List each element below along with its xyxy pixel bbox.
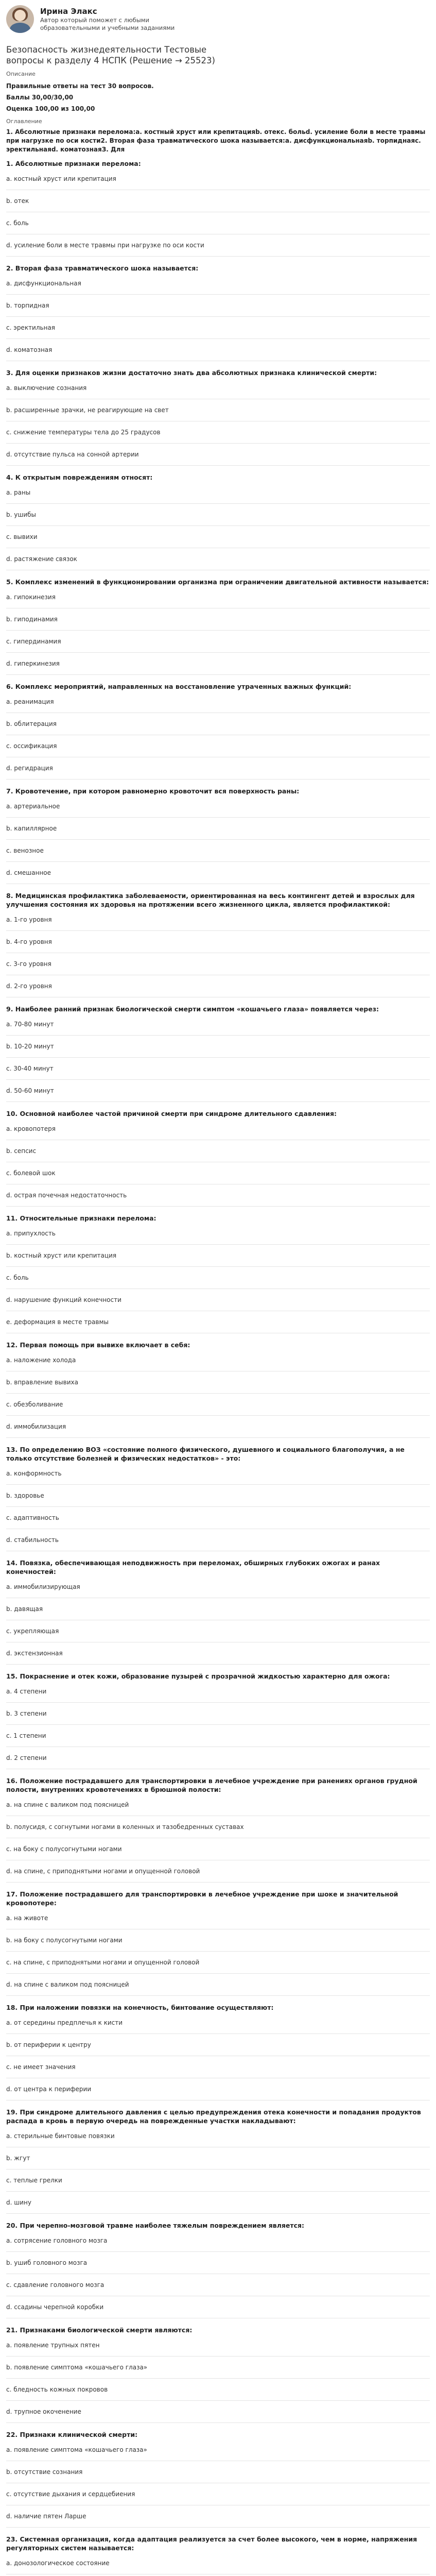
question-item xyxy=(6,787,430,884)
answer-option: b. ушиб головного мозга xyxy=(6,2252,430,2274)
answer-option: c. боль xyxy=(6,212,430,234)
question-item xyxy=(6,1672,430,1769)
answer-option: c. 1 степени xyxy=(6,1725,430,1747)
question-title: 8. Медицинская профилактика заболеваемости, ориентированная на весь контингент детей и взрослых для улучшения состояния их здоровья на протяжении всего жизненного цикла, является профилактикой: xyxy=(6,892,415,908)
answer-option: b. торпидная xyxy=(6,295,430,317)
question-title: 1. Абсолютные признаки перелома: xyxy=(6,160,141,167)
answer-option: c. обезболивание xyxy=(6,1394,430,1416)
answer-option: b. появление симптома «кошачьего глаза» xyxy=(6,2357,430,2379)
answer-option: d. гиперкинезия xyxy=(6,653,430,675)
answer-option: c. адаптивность xyxy=(6,1507,430,1529)
author-header xyxy=(6,0,430,42)
result-summary xyxy=(6,80,430,114)
question-title: 19. При синдроме длительного давления с целью предупреждения отека конечности и попадания продуктов распада в кровь в первую очередь на поврежденные участки накладывают: xyxy=(6,2108,421,2125)
answer-option: a. конформность xyxy=(6,1463,430,1485)
answer-option: a. от середины предплечья к кисти xyxy=(6,2012,430,2034)
answer-option: a. припухлость xyxy=(6,1223,430,1245)
answer-option: c. гипердинамия xyxy=(6,631,430,653)
answer-option: d. 2 степени xyxy=(6,1747,430,1769)
answer-option: c. 3-го уровня xyxy=(6,953,430,975)
answer-option: b. 3 степени xyxy=(6,1703,430,1725)
answer-option: c. эректильная xyxy=(6,317,430,339)
question-title: 16. Положение пострадавшего для транспортировки в лечебное учреждение при ранениях органов грудной полости, внутренних кровотечениях в брюшной полости: xyxy=(6,1777,417,1793)
question-item xyxy=(6,1109,430,1207)
question-item xyxy=(6,682,430,779)
answer-option: c. венозное xyxy=(6,840,430,862)
question-title: 9. Наиболее ранний признак биологической смерти симптом «кошачьего глаза» появляется через: xyxy=(6,1005,379,1013)
answer-option: a. появление симптома «кошачьего глаза» xyxy=(6,2439,430,2461)
answer-option: c. отсутствие дыхания и сердцебиения xyxy=(6,2483,430,2505)
question-item xyxy=(6,891,430,997)
answer-option: b. сепсис xyxy=(6,1140,430,1162)
answer-option: d. экстензионная xyxy=(6,1642,430,1665)
answer-option: a. дисфункциональная xyxy=(6,273,430,295)
question-item xyxy=(6,578,430,675)
answer-option: a. 4 степени xyxy=(6,1681,430,1703)
answer-option: b. капиллярное xyxy=(6,818,430,840)
question-item xyxy=(6,368,430,466)
answer-option: c. вывихи xyxy=(6,526,430,548)
question-item xyxy=(6,473,430,570)
answer-option: d. 50-60 минут xyxy=(6,1080,430,1102)
answer-option: b. 10-20 минут xyxy=(6,1036,430,1058)
toc-text: 1. Абсолютные признаки перелома:a. костный хруст или крепитацияb. отекc. больd. усиление боли в месте травмы при нагрузке по оси кости2. Вторая фаза травматического шока называется:a. дисфункциональнаяb. торпиднаяc. эректильнаяd. коматознаяЗ. Для xyxy=(6,128,426,153)
answer-option: b. давящая xyxy=(6,1598,430,1620)
answer-option: b. вправление вывиха xyxy=(6,1371,430,1394)
question-title: 5. Комплекс изменений в функционировании организма при ограничении двигательной активности называется: xyxy=(6,578,429,586)
answer-option: b. жгут xyxy=(6,2147,430,2170)
answer-option: a. выключение сознания xyxy=(6,377,430,399)
answer-option: d. ссадины черепной коробки xyxy=(6,2296,430,2318)
answer-option: b. от периферии к центру xyxy=(6,2034,430,2056)
author-subtitle: Автор который поможет с любыми образовательными и учебными заданиями xyxy=(40,16,175,31)
answer-option: d. на спине с валиком под поясницей xyxy=(6,1974,430,1996)
answer-option: a. кровопотеря xyxy=(6,1118,430,1140)
answer-option: a. 1-го уровня xyxy=(6,909,430,931)
author-avatar[interactable] xyxy=(6,5,34,33)
answer-option: d. регидрация xyxy=(6,757,430,779)
answer-option: a. реанимация xyxy=(6,691,430,713)
answer-option: a. сотрясение головного мозга xyxy=(6,2230,430,2252)
question-item xyxy=(6,2003,430,2100)
question-title: 15. Покраснение и отек кожи, образование пузырей с прозрачной жидкостью характерно для ожога: xyxy=(6,1672,390,1680)
answer-option: b. облитерация xyxy=(6,713,430,735)
answer-option: d. трупное окоченение xyxy=(6,2401,430,2423)
answer-option: d. смешанное xyxy=(6,862,430,884)
toc-label: Оглавление xyxy=(6,118,42,125)
avatar-head-shape xyxy=(14,10,26,21)
question-title: 6. Комплекс мероприятий, направленных на восстановление утраченных важных функций: xyxy=(6,683,352,690)
answer-option: c. сдавление головного мозга xyxy=(6,2274,430,2296)
answer-option: b. отсутствие сознания xyxy=(6,2461,430,2483)
question-item xyxy=(6,1890,430,1996)
question-item xyxy=(6,1558,430,1665)
question-title: 17. Положение пострадавшего для транспортировки в лечебное учреждение при шоке и значительной кровопотере: xyxy=(6,1890,398,1907)
answer-option: e. деформация в месте травмы xyxy=(6,1311,430,1333)
answer-option: b. здоровье xyxy=(6,1485,430,1507)
answer-option: d. иммобилизация xyxy=(6,1416,430,1438)
answer-option: c. на спине, с приподнятыми ногами и опущенной головой xyxy=(6,1952,430,1974)
answer-option: c. укрепляющая xyxy=(6,1620,430,1642)
question-title: 14. Повязка, обеспечивающая неподвижность при переломах, обширных глубоких ожогах и ранах конечностей: xyxy=(6,1559,380,1575)
question-item xyxy=(6,2221,430,2318)
answer-option: d. нарушение функций конечности xyxy=(6,1289,430,1311)
grade-line: Оценка 100,00 из 100,00 xyxy=(6,105,95,112)
answer-option: c. оссификация xyxy=(6,735,430,757)
author-info xyxy=(40,5,184,32)
question-title: 13. По определению ВОЗ «состояние полного физического, душевного и социального благополучия, а не только отсутствие болезней и физических недостатков» - это: xyxy=(6,1446,405,1462)
answer-option: d. растяжение связок xyxy=(6,548,430,570)
answer-option: c. снижение температуры тела до 25 градусов xyxy=(6,421,430,444)
question-list xyxy=(6,159,430,2576)
score-line: Баллы 30,00/30,00 xyxy=(6,94,74,101)
answer-option: d. от центра к периферии xyxy=(6,2078,430,2100)
question-title: 18. При наложении повязки на конечность, бинтование осуществляют: xyxy=(6,2004,274,2011)
question-title: 21. Признаками биологической смерти являются: xyxy=(6,2326,193,2334)
answer-option: d. 2-го уровня xyxy=(6,975,430,997)
question-item xyxy=(6,159,430,257)
answer-option: a. стерильные бинтовые повязки xyxy=(6,2125,430,2147)
answer-option: d. на спине, с приподнятыми ногами и опущенной головой xyxy=(6,1860,430,1883)
answer-option: b. на боку с полусогнутыми ногами xyxy=(6,1929,430,1952)
question-title: 3. Для оценки признаков жизни достаточно знать два абсолютных признака клинической смерти: xyxy=(6,369,377,377)
avatar-body-shape xyxy=(10,23,30,33)
answer-option: b. ушибы xyxy=(6,504,430,526)
document-title: Безопасность жизнедеятельности Тестовые вопросы к разделу 4 НСПК (Решение → 25523) xyxy=(6,45,215,65)
question-title: 2. Вторая фаза травматического шока называется: xyxy=(6,264,199,272)
answer-option: a. артериальное xyxy=(6,795,430,818)
question-title: 10. Основной наиболее частой причиной смерти при синдроме длительного сдавления: xyxy=(6,1110,337,1117)
answer-option: a. наложение холода xyxy=(6,1349,430,1371)
answer-option: c. бледность кожных покровов xyxy=(6,2379,430,2401)
question-item xyxy=(6,2108,430,2214)
answer-option: a. на животе xyxy=(6,1907,430,1929)
answer-option: d. шину xyxy=(6,2192,430,2214)
answer-option: d. наличие пятен Ларше xyxy=(6,2505,430,2528)
question-title: 7. Кровотечение, при котором равномерно кровоточит вся поверхность раны: xyxy=(6,787,300,795)
question-item xyxy=(6,1005,430,1102)
answer-option: a. появление трупных пятен xyxy=(6,2334,430,2357)
answers-note: Правильные ответы на тест 30 вопросов. xyxy=(6,82,154,90)
answer-option: b. расширенные зрачки, не реагирующие на свет xyxy=(6,399,430,421)
answer-option: a. костный хруст или крепитация xyxy=(6,168,430,190)
answer-option: c. боль xyxy=(6,1267,430,1289)
answer-option: c. не имеет значения xyxy=(6,2056,430,2078)
question-item xyxy=(6,1445,430,1551)
answer-option: a. 70-80 минут xyxy=(6,1013,430,1036)
answer-option: c. 30-40 минут xyxy=(6,1058,430,1080)
answer-option: d. отсутствие пульса на сонной артерии xyxy=(6,444,430,466)
question-title: 22. Признаки клинической смерти: xyxy=(6,2431,138,2438)
answer-option: a. гипокинезия xyxy=(6,586,430,608)
answer-option: c. на боку с полусогнутыми ногами xyxy=(6,1838,430,1860)
answer-option: b. полусидя, с согнутыми ногами в коленных и тазобедренных суставах xyxy=(6,1816,430,1838)
question-item xyxy=(6,1341,430,1438)
question-item xyxy=(6,2430,430,2528)
answer-option: a. раны xyxy=(6,482,430,504)
question-item xyxy=(6,264,430,361)
description-label: Описание xyxy=(6,71,36,77)
author-name-link[interactable]: Ирина Элакс xyxy=(40,7,97,16)
question-title: 23. Системная организация, когда адаптация реализуется за счет более высокого, чем в норме, напряжения регуляторных систем называется: xyxy=(6,2535,417,2552)
answer-option: c. теплые грелки xyxy=(6,2170,430,2192)
question-item xyxy=(6,1776,430,1883)
answer-option: a. иммобилизирующая xyxy=(6,1576,430,1598)
question-title: 4. К открытым повреждениям относят: xyxy=(6,473,153,481)
question-title: 11. Относительные признаки перелома: xyxy=(6,1214,156,1222)
question-item xyxy=(6,2535,430,2576)
answer-option: d. коматозная xyxy=(6,339,430,361)
question-title: 20. При черепно-мозговой травме наиболее тяжелым повреждением является: xyxy=(6,2222,305,2229)
answer-option: c. болевой шок xyxy=(6,1162,430,1184)
question-item xyxy=(6,1214,430,1333)
answer-option: b. отек xyxy=(6,190,430,212)
answer-option: d. усиление боли в месте травмы при нагрузке по оси кости xyxy=(6,234,430,257)
answer-option: a. донозологическое состояние xyxy=(6,2552,430,2574)
answer-option: b. гиподинамия xyxy=(6,608,430,631)
answer-option: a. на спине с валиком под поясницей xyxy=(6,1794,430,1816)
question-title: 12. Первая помощь при вывихе включает в себя: xyxy=(6,1341,190,1349)
answer-option: d. стабильность xyxy=(6,1529,430,1551)
answer-option: d. острая почечная недостаточность xyxy=(6,1184,430,1207)
question-item xyxy=(6,2326,430,2423)
answer-option: b. 4-го уровня xyxy=(6,931,430,953)
answer-option: b. костный хруст или крепитация xyxy=(6,1245,430,1267)
